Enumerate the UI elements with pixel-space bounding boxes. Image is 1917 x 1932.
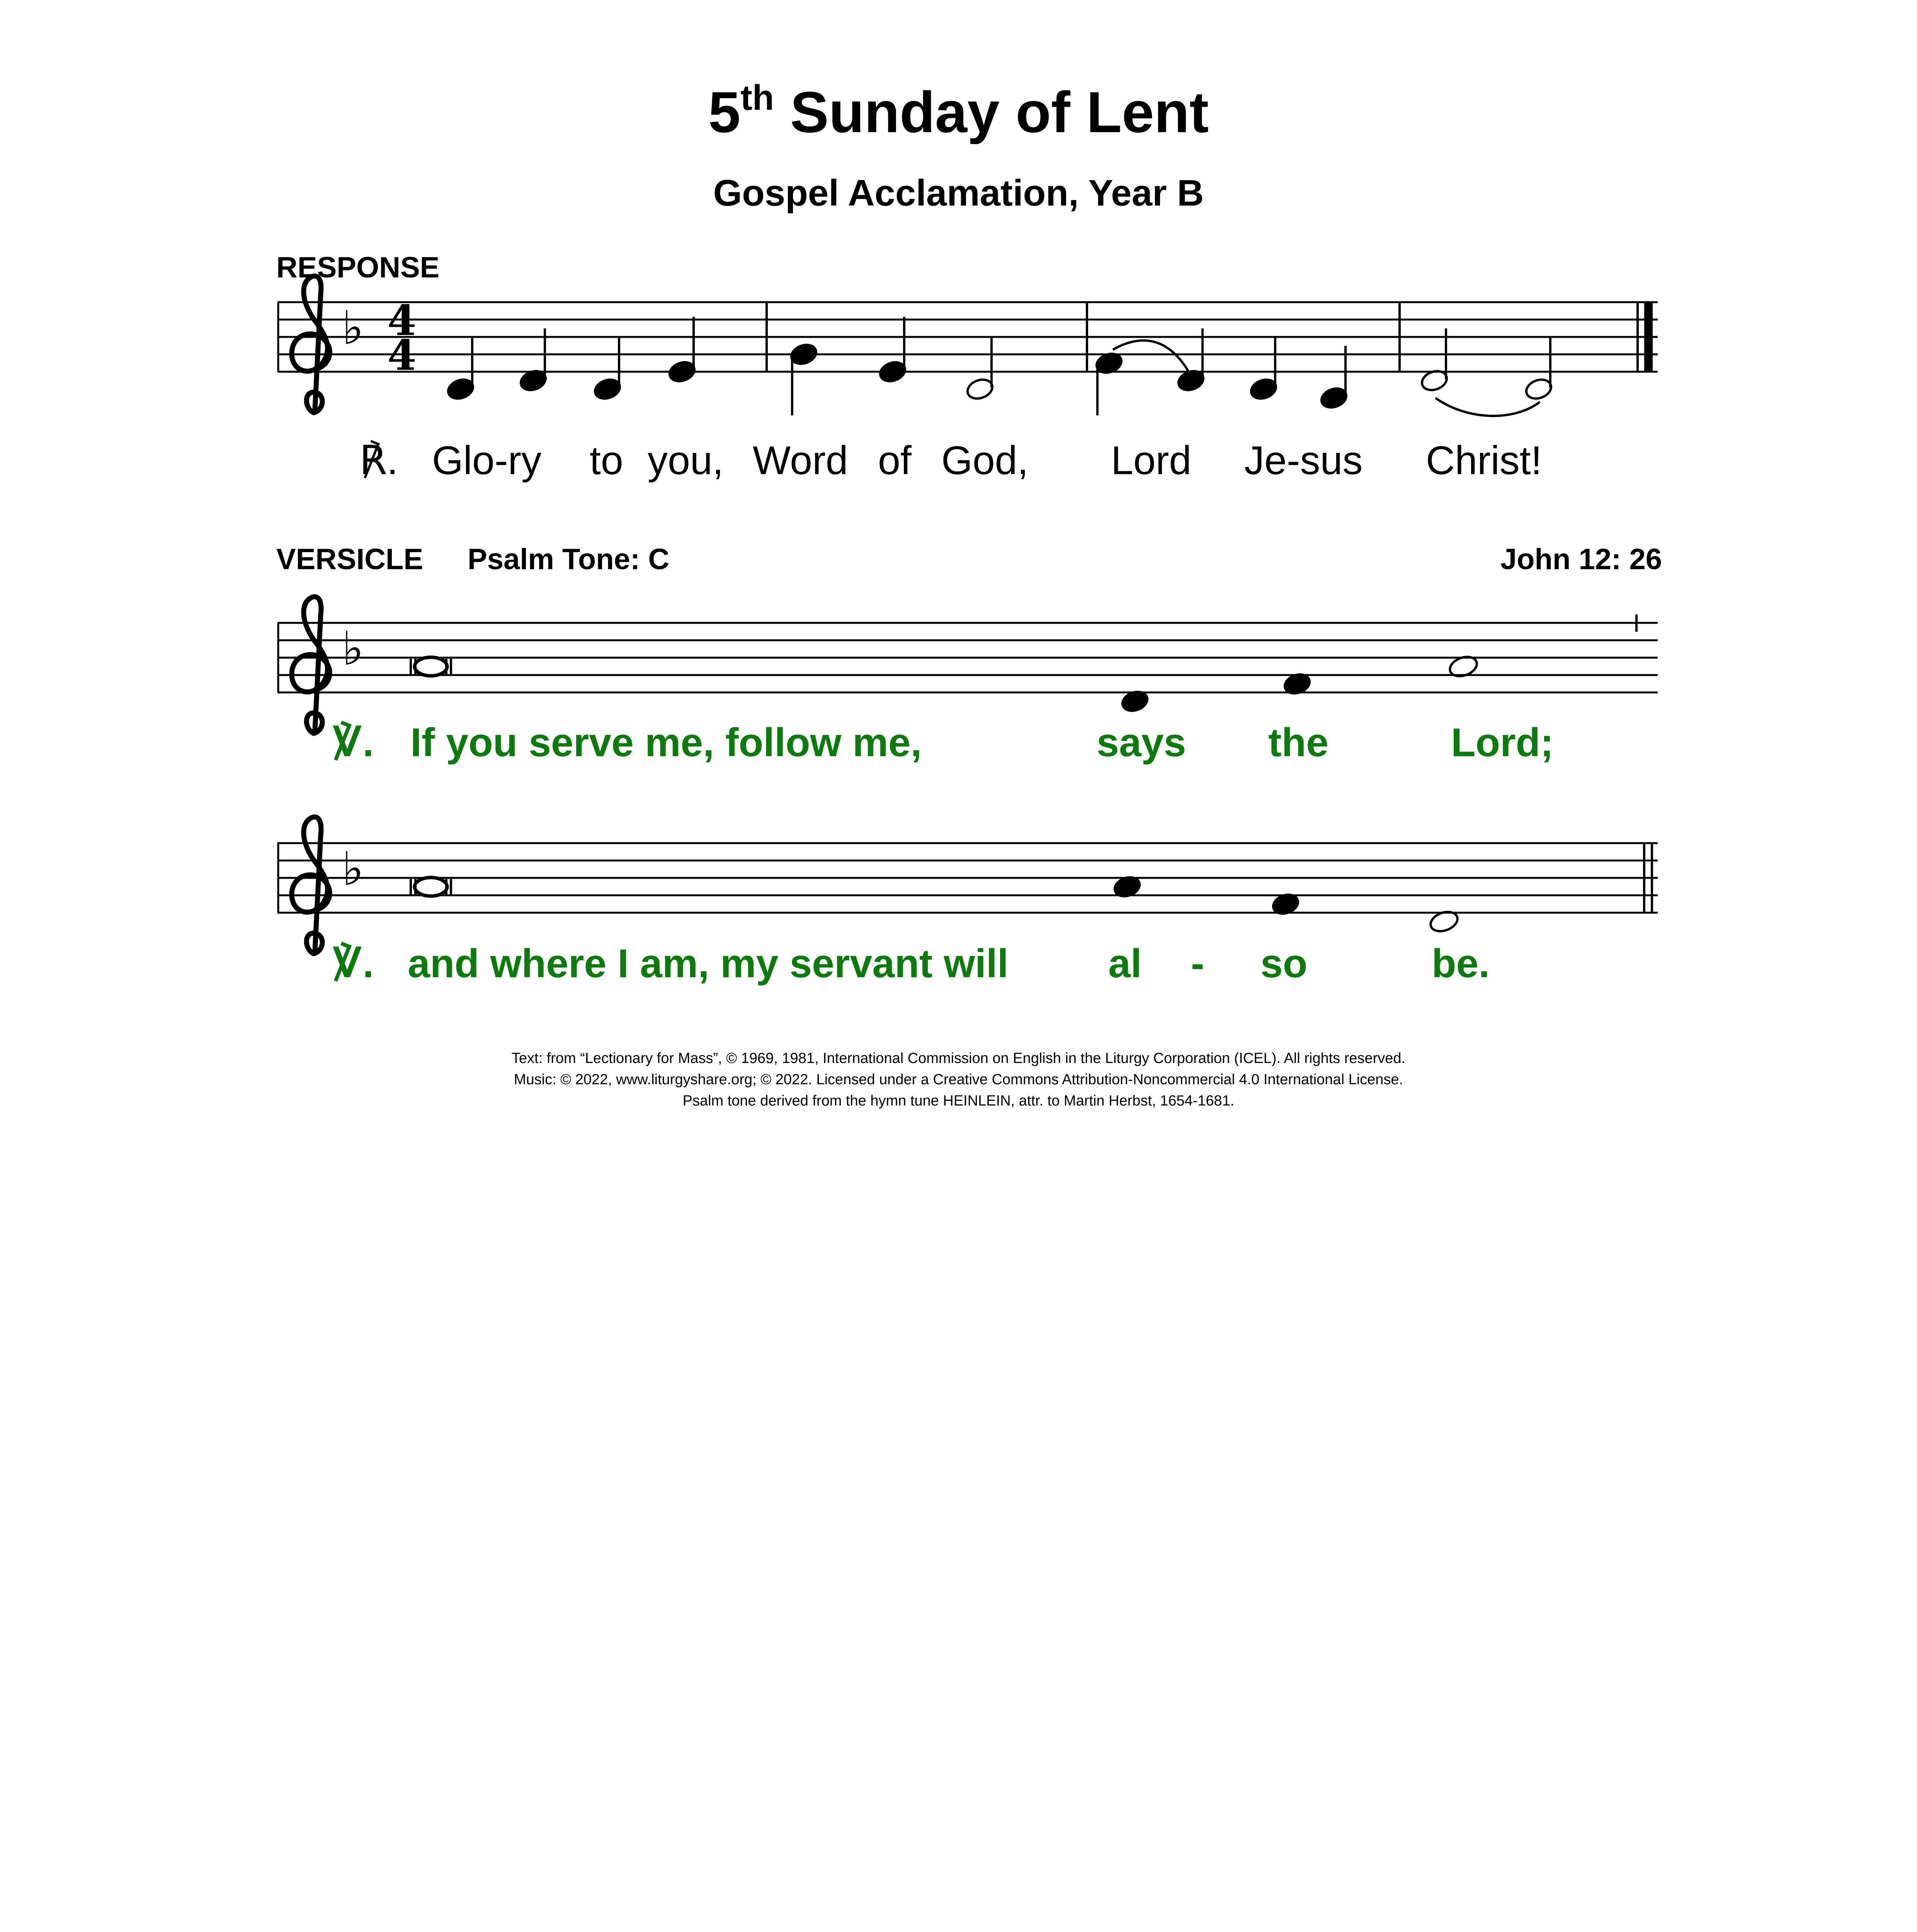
versicle-label: VERSICLE bbox=[276, 543, 424, 576]
lyric: of bbox=[878, 438, 912, 483]
svg-text:4: 4 bbox=[387, 296, 417, 345]
staff-versicle-1 bbox=[277, 614, 1658, 692]
footer-text-credit: Text: from “Lectionary for Mass”, © 1969, 1981, International Commission on English in the Liturgy Corporation (ICEL). All rights reserved. bbox=[511, 1050, 1406, 1066]
lyric: If you serve me, follow me, bbox=[410, 720, 922, 765]
title-number: 5 bbox=[708, 80, 741, 145]
lyric: you, bbox=[648, 438, 724, 483]
final-barline bbox=[1644, 302, 1653, 372]
lyric: Word bbox=[753, 438, 848, 483]
lyric: Christ! bbox=[1426, 438, 1542, 483]
lyric: God, bbox=[941, 438, 1029, 483]
lyric: to bbox=[590, 438, 623, 483]
versicle-symbol: ℣. bbox=[332, 941, 374, 986]
footer-tone-credit: Psalm tone derived from the hymn tune HEINLEIN, attr. to Martin Herbst, 1654-1681. bbox=[682, 1093, 1235, 1109]
staff-response bbox=[277, 302, 1658, 372]
flat-icon: ♭ bbox=[342, 842, 364, 896]
title-ordinal: th bbox=[740, 78, 774, 117]
flat-icon: ♭ bbox=[342, 301, 364, 355]
response-symbol: ℟. bbox=[359, 438, 398, 483]
staff-versicle-2 bbox=[277, 843, 1658, 913]
versicle-symbol: ℣. bbox=[332, 720, 374, 765]
lyric: the bbox=[1268, 720, 1328, 765]
lyric: Glo-ry bbox=[432, 438, 542, 483]
versicle-1-notes bbox=[411, 653, 1480, 714]
versicle-2-notes bbox=[411, 874, 1460, 935]
lyric: Lord; bbox=[1451, 720, 1554, 765]
response-notes bbox=[446, 317, 1554, 415]
lyric: so bbox=[1260, 941, 1308, 986]
page-subtitle: Gospel Acclamation, Year B bbox=[713, 172, 1204, 214]
svg-text:4: 4 bbox=[387, 331, 417, 380]
lyric: says bbox=[1097, 720, 1186, 765]
lyric: Je-sus bbox=[1244, 438, 1363, 483]
copyright-footer bbox=[0, 1048, 1917, 1112]
lyric: al bbox=[1108, 941, 1142, 986]
lyric: be. bbox=[1432, 941, 1490, 986]
treble-clef-icon bbox=[292, 276, 330, 413]
footer-music-credit: Music: © 2022, www.liturgyshare.org; © 2022. Licensed under a Creative Commons Attribution-Noncommercial 4.0 International License. bbox=[514, 1071, 1403, 1088]
treble-clef-icon bbox=[292, 597, 330, 733]
psalm-tone-label: Psalm Tone: C bbox=[468, 543, 670, 576]
scripture-reference: John 12: 26 bbox=[1500, 543, 1662, 576]
title-text: Sunday of Lent bbox=[774, 80, 1209, 145]
response-label: RESPONSE bbox=[276, 251, 440, 284]
lyric: Lord bbox=[1111, 438, 1192, 483]
flat-icon: ♭ bbox=[342, 622, 364, 676]
lyric: - bbox=[1191, 941, 1204, 986]
lyric: and where I am, my servant will bbox=[408, 941, 1009, 986]
note bbox=[415, 657, 447, 676]
note bbox=[415, 878, 447, 896]
treble-clef-icon bbox=[292, 817, 330, 954]
time-signature bbox=[387, 296, 416, 380]
